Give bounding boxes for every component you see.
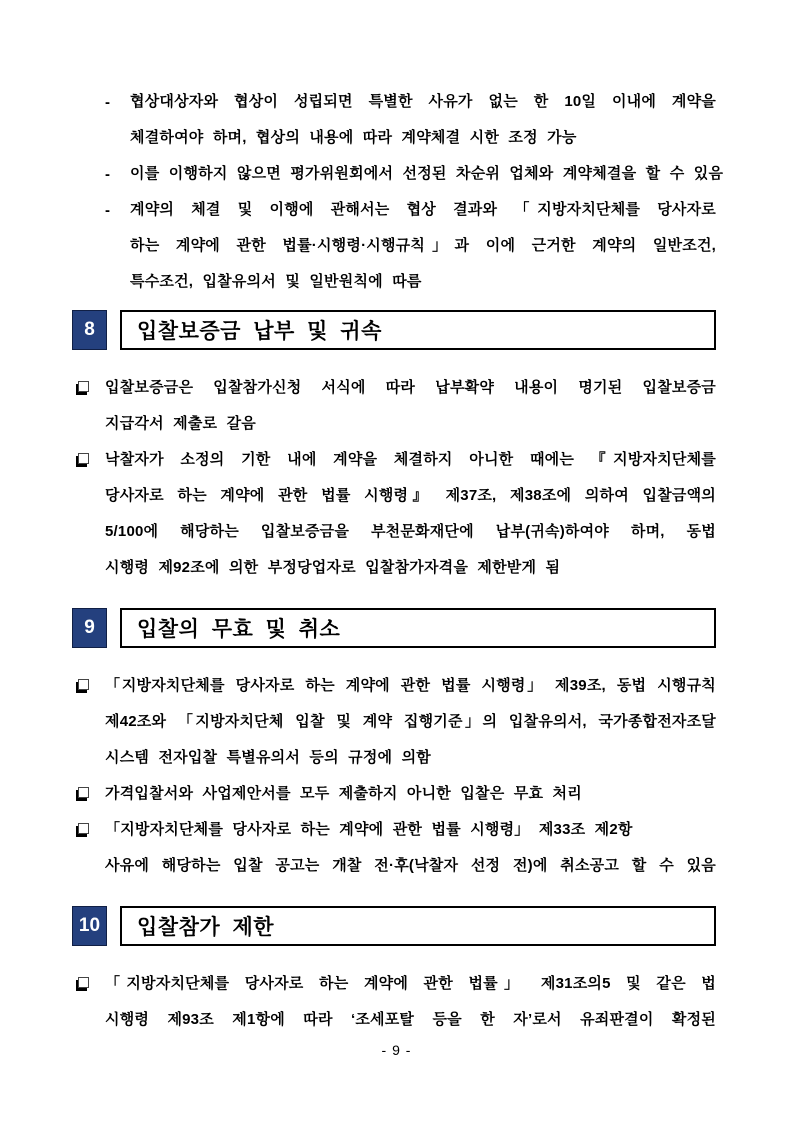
text-line: 특수조건, 입찰유의서 및 일반원칙에 따름 — [130, 273, 422, 290]
dash-marker: - — [105, 201, 110, 219]
section-9-header — [72, 608, 716, 648]
section-8-header — [72, 310, 716, 350]
section-title: 입찰의 무효 및 취소 — [120, 608, 716, 648]
text-line: 입찰보증금은 입찰참가신청 서식에 따라 납부확약 내용이 명기된 입찰보증금 — [105, 379, 716, 396]
bullet-item — [78, 776, 716, 812]
intro-list — [72, 84, 724, 300]
text-line: 낙찰자가 소정의 기한 내에 계약을 체결하지 아니한 때에는 『지방자치단체를 — [105, 451, 716, 468]
dash-item — [105, 156, 724, 192]
section-title: 입찰보증금 납부 및 귀속 — [120, 310, 716, 350]
text-line: 가격입찰서와 사업제안서를 모두 제출하지 아니한 입찰은 무효 처리 — [105, 785, 582, 802]
square-bullet-icon — [78, 776, 89, 812]
text-line: 「지방자치단체를 당사자로 하는 계약에 관한 법률 시행령」 제33조 제2항 — [105, 821, 633, 838]
text-line: 시행령 제93조 제1항에 따라 ‘조세포탈 등을 한 자’로서 유죄판결이 확정된 — [105, 1011, 716, 1028]
dash-marker: - — [105, 93, 110, 111]
square-bullet-icon — [78, 966, 89, 1002]
dash-item — [105, 192, 716, 300]
section-number-badge: 9 — [72, 608, 107, 648]
section-number-badge: 10 — [72, 906, 107, 946]
text-line: 이를 이행하지 않으면 평가위원회에서 선정된 차순위 업체와 계약체결을 할 수 있음 — [130, 165, 724, 182]
text-line: 시스템 전자입찰 특별유의서 등의 규정에 의함 — [105, 749, 431, 766]
bullet-item — [78, 442, 716, 586]
section-header-gap — [107, 906, 120, 946]
square-bullet-icon — [78, 370, 89, 406]
bullet-item — [78, 668, 716, 776]
section-10-header — [72, 906, 716, 946]
page-number: - 9 - — [381, 1042, 412, 1058]
square-bullet-icon — [78, 668, 89, 704]
text-line: 체결하여야 하며, 협상의 내용에 따라 계약체결 시한 조정 가능 — [130, 129, 577, 146]
section-header-gap — [107, 310, 120, 350]
bullet-item — [78, 966, 716, 1038]
text-line: 「지방자치단체를 당사자로 하는 계약에 관한 법률」 제31조의5 및 같은 법 — [105, 975, 716, 992]
text-line: 계약의 체결 및 이행에 관해서는 협상 결과와 「지방자치단체를 당사자로 — [130, 201, 716, 218]
bullet-item — [78, 370, 716, 442]
dash-item — [105, 84, 716, 156]
square-bullet-icon — [78, 442, 89, 478]
text-line: 「지방자치단체를 당사자로 하는 계약에 관한 법률 시행령」 제39조, 동법 시행규칙 — [105, 677, 716, 694]
text-line: 하는 계약에 관한 법률·시행령·시행규칙」과 이에 근거한 계약의 일반조건, — [130, 237, 716, 254]
section-title: 입찰참가 제한 — [120, 906, 716, 946]
text-line: 시행령 제92조에 의한 부정당업자로 입찰참가자격을 제한받게 됨 — [105, 559, 561, 576]
text-line: 5/100에 해당하는 입찰보증금을 부천문화재단에 납부(귀속)하여야 하며, 동법 — [105, 523, 716, 540]
dash-marker: - — [105, 165, 110, 183]
text-line: 제42조와 「지방자치단체 입찰 및 계약 집행기준」의 입찰유의서, 국가종합전자조달 — [105, 713, 716, 730]
text-line: 당사자로 하는 계약에 관한 법률 시행령』 제37조, 제38조에 의하여 입찰금액의 — [105, 487, 716, 504]
section-9-body — [72, 668, 716, 884]
text-line: 협상대상자와 협상이 성립되면 특별한 사유가 없는 한 10일 이내에 계약을 — [130, 93, 716, 110]
section-header-gap — [107, 608, 120, 648]
square-bullet-icon — [78, 812, 89, 848]
section-number-badge: 8 — [72, 310, 107, 350]
section-10-body — [72, 966, 716, 1038]
section-8-body — [72, 370, 716, 586]
text-line: 사유에 해당하는 입찰 공고는 개찰 전·후(낙찰자 선정 전)에 취소공고 할 수 있음 — [105, 857, 716, 874]
text-line: 지급각서 제출로 갈음 — [105, 415, 256, 432]
bullet-item — [78, 812, 716, 884]
